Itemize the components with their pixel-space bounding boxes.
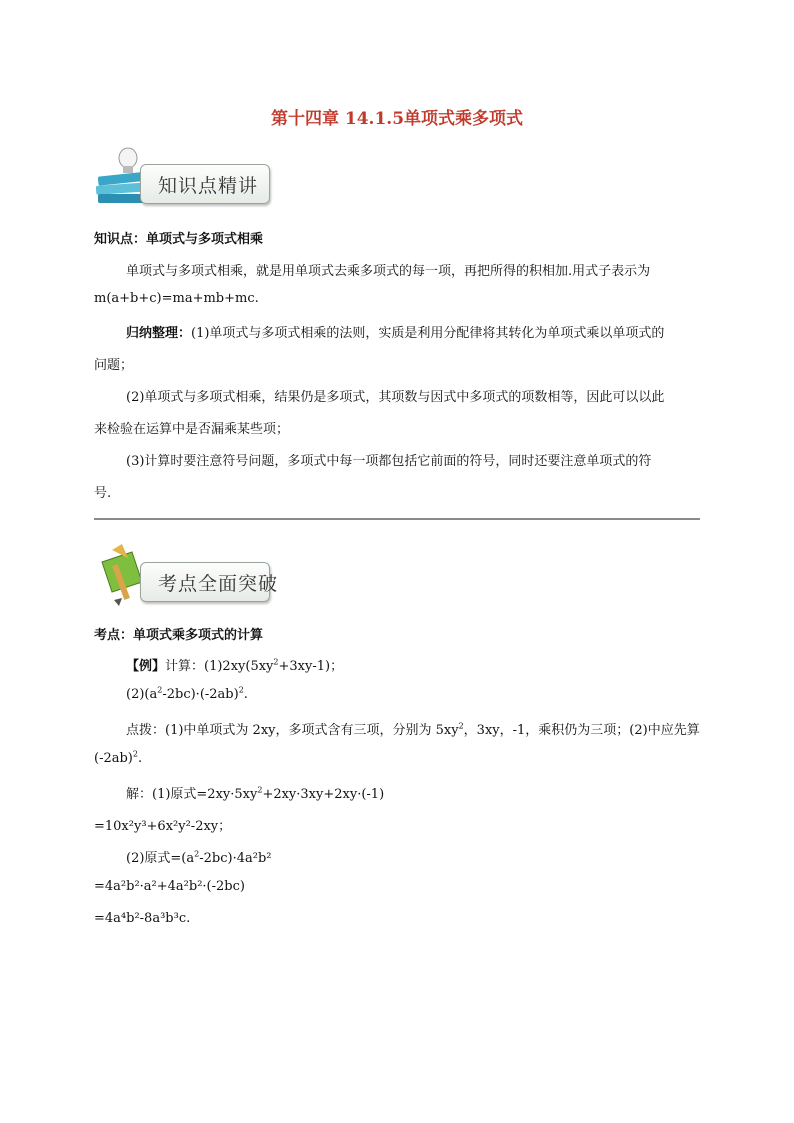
badge-label: 考点全面突破	[158, 573, 279, 595]
summary-line-2: (2)单项式与多项式相乘，结果仍是多项式，其项数与因式中多项式的项数相等，因此可以以此	[126, 390, 665, 405]
knowledge-badge	[92, 144, 282, 210]
solution-line-1: 解：(1)原式$=2xy\cdot 5xy^2+2xy\cdot 3xy+2xy\cdot(-1)$	[126, 785, 385, 802]
solution-line-5: =4a⁴b²-8a³b³c.	[94, 911, 191, 926]
hint-line-2: $(-2ab)^2$.	[94, 749, 143, 766]
solution-line-2: =10x²y³+6x²y²-2xy；	[94, 819, 232, 834]
paragraph-line: 单项式与多项式相乘，就是用单项式去乘多项式的每一项，再把所得的积相加.用式子表示为	[126, 264, 651, 279]
example-label: 【例】	[126, 659, 166, 674]
page-title: 第十四章 14.1.5单项式乘多项式	[270, 109, 524, 129]
solution-line-3: (2)原式$=(a^2-2bc)\cdot 4a^2b^2$	[126, 849, 272, 866]
summary-line-1	[126, 322, 664, 341]
section-heading: 考点：单项式乘多项式的计算	[94, 628, 264, 643]
solution-line-4: =4a²b²·a²+4a²b²·(-2bc)	[94, 879, 245, 894]
summary-line-1b: 问题；	[94, 358, 134, 373]
summary-text: (1)单项式与多项式相乘的法则，实质是利用分配律将其转化为单项式乘以单项式的	[191, 326, 665, 341]
formula-line: m(a+b+c)=ma+mb+mc.	[94, 291, 259, 306]
hint-line-1: 点拨：(1)中单项式为 2xy，多项式含有三项，分别为 $5xy^2$，3xy，-1，乘积仍为三项；(2)中应先算	[126, 721, 700, 738]
summary-label: 归纳整理：	[126, 326, 192, 341]
summary-line-3: (3)计算时要注意符号问题，多项式中每一项都包括它前面的符号，同时还要注意单项式的符	[126, 454, 652, 469]
section-heading: 知识点：单项式与多项式相乘	[94, 232, 264, 247]
section-divider	[94, 518, 700, 520]
badge-label: 知识点精讲	[158, 175, 259, 197]
example-line-2: $(2)(a^2-2bc)\cdot(-2ab)^2$.	[126, 685, 248, 702]
summary-line-3b: 号.	[94, 486, 112, 501]
example-line-1: 【例】计算：$(1)2xy(5xy^2+3xy-1)$；	[126, 657, 344, 674]
summary-line-2b: 来检验在运算中是否漏乘某些项；	[94, 422, 290, 437]
exam-badge	[92, 542, 282, 608]
